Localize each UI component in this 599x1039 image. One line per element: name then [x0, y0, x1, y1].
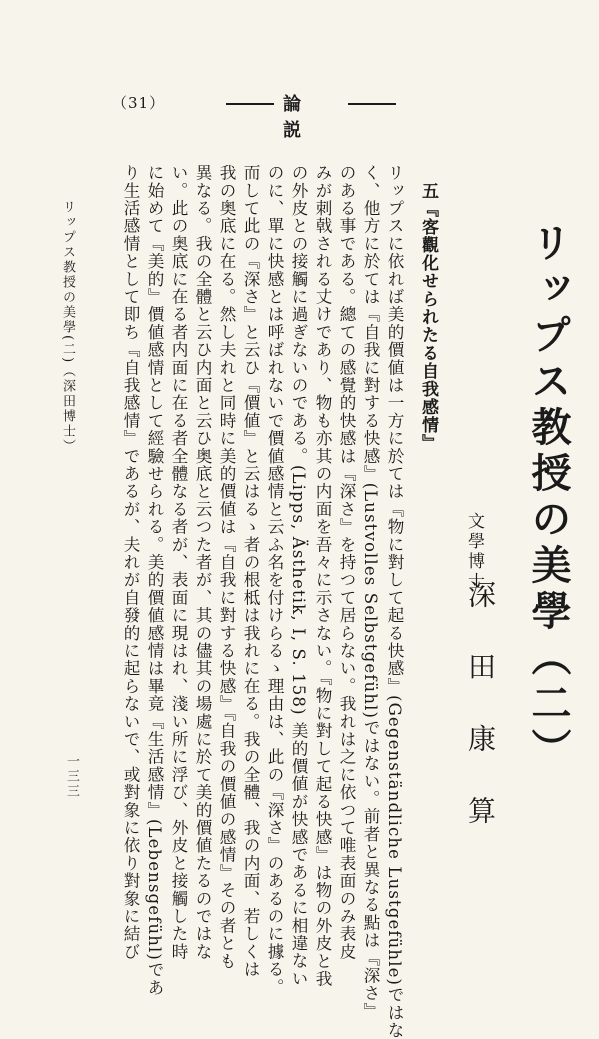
body-column: 異なる。我の全體と云ひ内面と云ひ奥底と云つた者が、其の儘其の場處に於て美的價値たるのではな [193, 164, 212, 961]
body-column: 我の奥底に在る。然し夫れと同時に美的價値は『自我に對する快感』『自我の價値の感情』その者とも [217, 164, 236, 970]
body-column: り生活感情として即ち『自我感情』であるが、夫れが自發的に起らないで、或對象に依り對象に結び [121, 164, 140, 961]
section-label-text: 論説 [283, 94, 339, 141]
body-column: リップスに依れば美的價値は一方に於ては『物に對して起る快感』(Gegenständliche Lustgefühle)ではな [385, 164, 404, 1039]
header-rule-left [226, 103, 274, 105]
page-number: （31） [112, 94, 166, 112]
section-heading: 五『客觀化せられたる自我感情』 [418, 182, 438, 452]
body-column: のに、單に快感とは呼ばれないで價値感情と云ふ名を付けらるゝ理由は、此の『深さ』のあるのに據る。 [265, 164, 284, 996]
article-title: リップス教授の美學（二） [525, 222, 572, 774]
body-column: みが刺戟される丈けであり、物も亦其の内面を吾々に示さない。『物に對して起る快感』は物の外皮と我 [313, 164, 332, 988]
body-column: の外皮との接觸に過ぎないのである。(Lipps, Ästhetik, I, S. 158) 美的價値が快感であるに相違ない [289, 164, 308, 988]
body-column: に始めて『美的』價値感情として經驗せられる。美的價値感情は畢竟『生活感情』(Lebensgefühl)であ [145, 164, 164, 997]
author-rank: 文學博士 [464, 512, 484, 592]
body-column: のある事である。總ての感覺的快感は『深さ』を持つて居らない。我れは之に依つて唯表面のみ表皮 [337, 164, 356, 961]
running-title: リップス教授の美學(二)（深田博士） [60, 200, 75, 455]
page-header [0, 92, 599, 141]
body-column: 而して此の『深さ』と云ひ『價値』と云はるゝ者の根柢は我れに在る。我の全體、我の内面、若しくは [241, 164, 260, 979]
header-rule-right [348, 103, 396, 105]
folio: 一三三 [64, 754, 79, 799]
body-column: く、他方に於ては『自我に對する快感』(Lustvolles Selbstgefühl)ではない。前者と異なる點は『深さ』 [361, 164, 380, 1020]
body-column: い。此の奥底に在る者内面に在る者全體なる者が、表面に現はれ、淺い所に浮び、外皮と接觸した時 [169, 164, 188, 961]
section-label [226, 92, 396, 141]
author-name: 深田康算 [464, 580, 497, 868]
